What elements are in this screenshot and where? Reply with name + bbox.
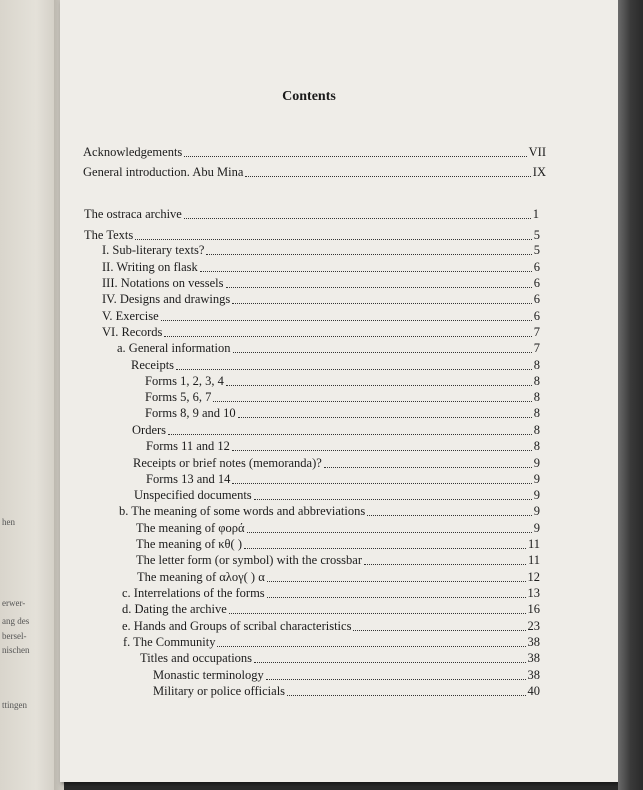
- toc-entry: a. General information 7: [117, 341, 540, 355]
- toc-entry: The meaning of αλογ( ) α 12: [137, 570, 540, 584]
- toc-entry: Forms 11 and 12 8: [146, 439, 540, 453]
- facing-page-fragment: erwer-: [2, 598, 26, 608]
- toc-entry: c. Interrelations of the forms 13: [122, 586, 540, 600]
- toc-entry: General introduction. Abu Mina IX: [83, 165, 546, 179]
- page-title: Contents: [282, 89, 336, 104]
- toc-entry: Receipts 8: [131, 358, 540, 372]
- toc-entry: V. Exercise 6: [102, 309, 540, 323]
- toc-entry: The meaning of κθ( ) 11: [136, 537, 540, 551]
- toc-entry: Military or police officials 40: [153, 684, 540, 698]
- toc-entry: Forms 1, 2, 3, 4 8: [145, 374, 540, 388]
- toc-entry: VI. Records 7: [102, 325, 540, 339]
- facing-page-fragment: nischen: [2, 645, 30, 655]
- toc-entry: IV. Designs and drawings 6: [102, 292, 540, 306]
- book-edge-shadow: [618, 0, 643, 790]
- toc-entry: Acknowledgements VII: [83, 145, 546, 159]
- toc-entry: III. Notations on vessels 6: [102, 276, 540, 290]
- toc-entry: Forms 8, 9 and 10 8: [145, 406, 540, 420]
- show-through-text: [78, 6, 558, 86]
- toc-entry: d. Dating the archive 16: [122, 602, 540, 616]
- facing-page-fragment: hen: [2, 517, 15, 527]
- facing-page: [0, 0, 60, 790]
- toc-entry: The Texts 5: [84, 228, 540, 242]
- facing-page-fragment: ang des: [2, 616, 30, 626]
- toc-entry: Titles and occupations 38: [140, 651, 540, 665]
- facing-page-fragment: bersel-: [2, 631, 27, 641]
- toc-entry: Forms 5, 6, 7 8: [145, 390, 540, 404]
- toc-entry: II. Writing on flask 6: [102, 260, 540, 274]
- toc-entry: Orders 8: [132, 423, 540, 437]
- toc-entry: The letter form (or symbol) with the crossbar 11: [136, 553, 540, 567]
- toc-entry: f. The Community 38: [123, 635, 540, 649]
- facing-page-fragment: ttingen: [2, 700, 27, 710]
- toc-entry: Forms 13 and 14 9: [146, 472, 540, 486]
- toc-entry: The ostraca archive 1: [84, 207, 539, 221]
- toc-entry: I. Sub-literary texts? 5: [102, 243, 540, 257]
- toc-entry: b. The meaning of some words and abbreviations 9: [119, 504, 540, 518]
- toc-entry: Unspecified documents 9: [134, 488, 540, 502]
- contents-page: [60, 0, 618, 782]
- toc-entry: The meaning of φορά 9: [136, 521, 540, 535]
- toc-entry: Monastic terminology 38: [153, 668, 540, 682]
- toc-entry: e. Hands and Groups of scribal characteristics 23: [122, 619, 540, 633]
- toc-entry: Receipts or brief notes (memoranda)? 9: [133, 456, 540, 470]
